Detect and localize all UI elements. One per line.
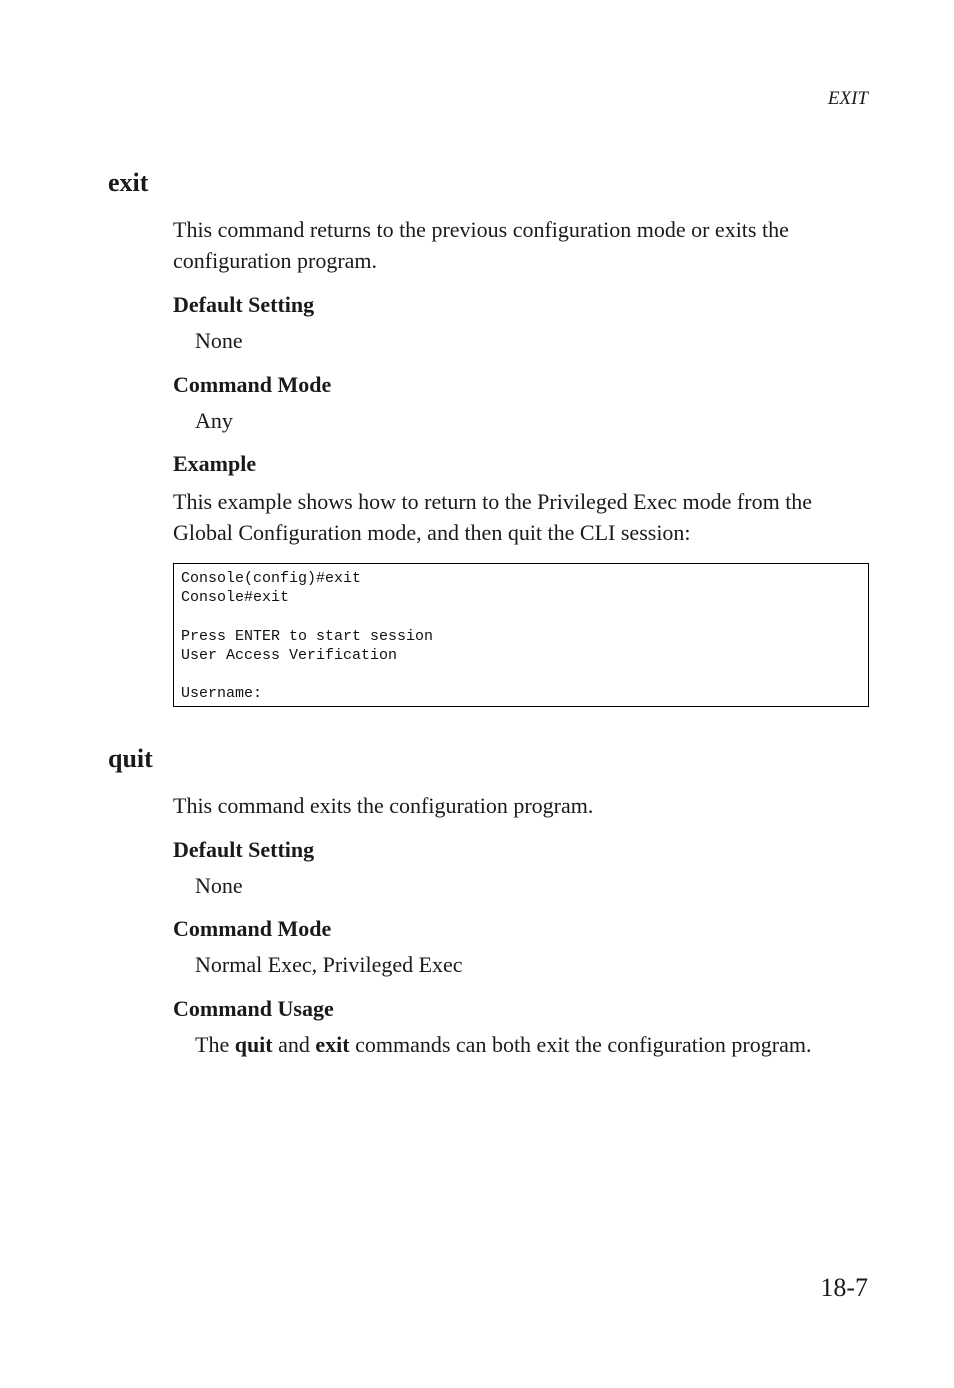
- section-title-quit: quit: [108, 744, 153, 773]
- exit-command-mode-value: Any: [195, 408, 233, 433]
- quit-command-usage-heading: Command Usage: [173, 996, 334, 1021]
- usage-bold-quit: quit: [234, 1032, 273, 1057]
- quit-default-setting-heading: Default Setting: [173, 837, 315, 862]
- exit-description: This command returns to the previous configuration mode or exits the configuration program.: [173, 217, 789, 273]
- exit-command-mode-heading: Command Mode: [173, 372, 332, 397]
- exit-example-heading: Example: [173, 451, 257, 476]
- exit-default-setting-value: None: [195, 328, 243, 353]
- usage-prefix: The: [195, 1032, 235, 1057]
- section-title-exit: exit: [108, 168, 149, 197]
- exit-default-setting-heading: Default Setting: [173, 292, 315, 317]
- exit-example-text: This example shows how to return to the Privileged Exec mode from the Global Configuration mode, and then quit the CLI session:: [173, 489, 813, 545]
- quit-command-usage-text: [195, 1032, 811, 1058]
- quit-default-setting-value: None: [195, 873, 243, 898]
- quit-description: This command exits the configuration program.: [173, 793, 594, 818]
- quit-command-mode-value: Normal Exec, Privileged Exec: [195, 952, 463, 977]
- quit-command-mode-heading: Command Mode: [173, 916, 332, 941]
- running-head: EXIT: [827, 88, 868, 109]
- code-example: Console(config)#exit Console#exit Press ENTER to start session User Access Verification Username:: [173, 563, 869, 707]
- usage-bold-exit: exit: [315, 1032, 350, 1057]
- page-number: 18-7: [820, 1273, 868, 1302]
- usage-middle: and: [272, 1032, 316, 1057]
- usage-suffix: commands can both exit the configuration program.: [349, 1032, 812, 1057]
